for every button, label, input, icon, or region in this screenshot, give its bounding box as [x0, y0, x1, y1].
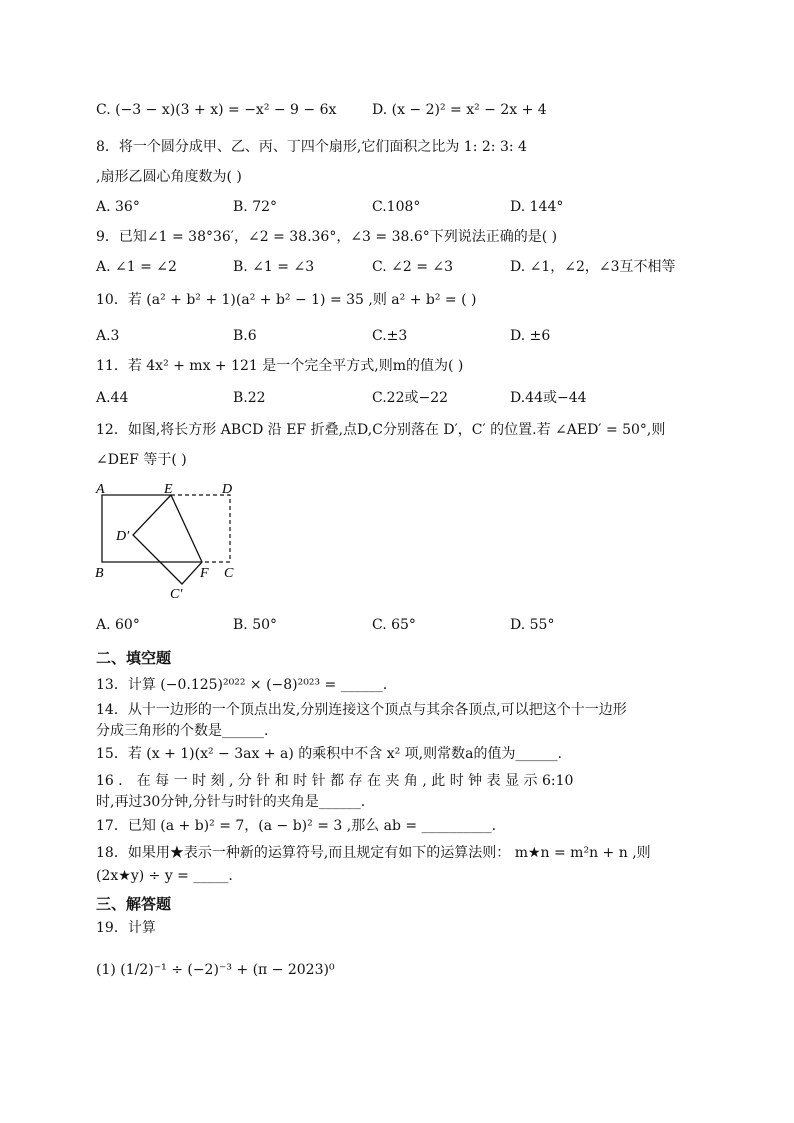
section-fill-in-heading: 二、填空题	[96, 649, 172, 667]
q11-stem: 11．若 4x² + mx + 121 是一个完全平方式,则m的值为( )	[96, 358, 464, 374]
q12-option-d: D. 55°	[510, 617, 555, 633]
q12-fold-figure	[90, 478, 250, 603]
q8-option-b: B. 72°	[233, 199, 278, 215]
q8-stem-line1: 8．将一个圆分成甲、乙、丙、丁四个扇形,它们面积之比为 1: 2: 3: 4	[96, 139, 527, 155]
q11-option-d: D.44或−44	[510, 390, 587, 406]
q16-line2: 时,再过30分钟,分针与时针的夹角是______.	[96, 794, 366, 810]
label-f: F	[200, 566, 209, 581]
q19-stem: 19．计算	[96, 920, 156, 936]
label-c: C	[224, 566, 234, 581]
q7-option-d: D. (x − 2)² = x² − 2x + 4	[372, 102, 547, 118]
q7-option-c: C. (−3 − x)(3 + x) = −x² − 9 − 6x	[96, 102, 337, 118]
q9-option-d: D. ∠1，∠2，∠3互不相等	[510, 259, 676, 275]
q16-line1: 16 ． 在 每 一 时 刻 , 分 针 和 时 针 都 存 在 夹 角 , 此 时 钟 表 显 示 6:10	[96, 773, 574, 789]
q18-line1: 18．如果用★表示一种新的运算符号,而且规定有如下的运算法则： m★n = m²n + n ,则	[96, 845, 651, 861]
q12-stem-line1: 12．如图,将长方形 ABCD 沿 EF 折叠,点D,C分别落在 D′，C′ 的位置.若 ∠AED′ = 50°,则	[96, 422, 666, 438]
q10-stem: 10．若 (a² + b² + 1)(a² + b² − 1) = 35 ,则 a² + b² = ( )	[96, 292, 477, 308]
q17-stem: 17．已知 (a + b)² = 7，(a − b)² = 3 ,那么 ab = __________.	[96, 818, 497, 834]
q10-option-d: D. ±6	[510, 328, 551, 344]
q12-option-b: B. 50°	[233, 617, 278, 633]
q14-line2: 分成三角形的个数是______.	[96, 723, 269, 739]
q14-line1: 14．从十一边形的一个顶点出发,分别连接这个顶点与其余各顶点,可以把这个十一边形	[96, 702, 627, 718]
q8-option-d: D. 144°	[510, 199, 564, 215]
q18-line2: (2x★y) ÷ y = _____.	[96, 868, 233, 884]
q10-option-c: C.±3	[372, 328, 408, 344]
q19-part1: (1) (1/2)⁻¹ ÷ (−2)⁻³ + (π − 2023)⁰	[96, 962, 335, 978]
q11-option-a: A.44	[96, 390, 129, 406]
q9-option-c: C. ∠2 = ∠3	[372, 259, 454, 275]
rect-dashed-edge	[171, 495, 230, 562]
q11-option-b: B.22	[233, 390, 266, 406]
q11-option-c: C.22或−22	[372, 390, 449, 406]
q10-option-b: B.6	[233, 328, 257, 344]
q9-option-a: A. ∠1 = ∠2	[96, 259, 177, 275]
q9-option-b: B. ∠1 = ∠3	[233, 259, 315, 275]
q8-option-a: A. 36°	[96, 199, 140, 215]
q9-stem: 9．已知∠1 = 38°36′，∠2 = 38.36°，∠3 = 38.6°下列说法正确的是( )	[96, 229, 558, 245]
label-e: E	[164, 482, 173, 497]
label-d: D	[222, 482, 233, 497]
section-answer-heading: 三、解答题	[96, 895, 172, 913]
folded-part	[133, 495, 202, 584]
label-c-prime: C′	[170, 587, 183, 602]
label-d-prime: D′	[116, 529, 130, 544]
q10-option-a: A.3	[96, 328, 120, 344]
q8-stem-line2: ,扇形乙圆心角度数为( )	[96, 169, 242, 185]
q8-option-c: C.108°	[372, 199, 421, 215]
q13-stem: 13．计算 (−0.125)²⁰²² × (−8)²⁰²³ = ______.	[96, 677, 388, 693]
q12-stem-line2: ∠DEF 等于( )	[96, 452, 187, 468]
q12-option-c: C. 65°	[372, 617, 416, 633]
q12-option-a: A. 60°	[96, 617, 140, 633]
label-a: A	[96, 482, 105, 497]
label-b: B	[95, 566, 104, 581]
q15-stem: 15．若 (x + 1)(x² − 3ax + a) 的乘积中不含 x² 项,则常数a的值为______.	[96, 746, 562, 762]
